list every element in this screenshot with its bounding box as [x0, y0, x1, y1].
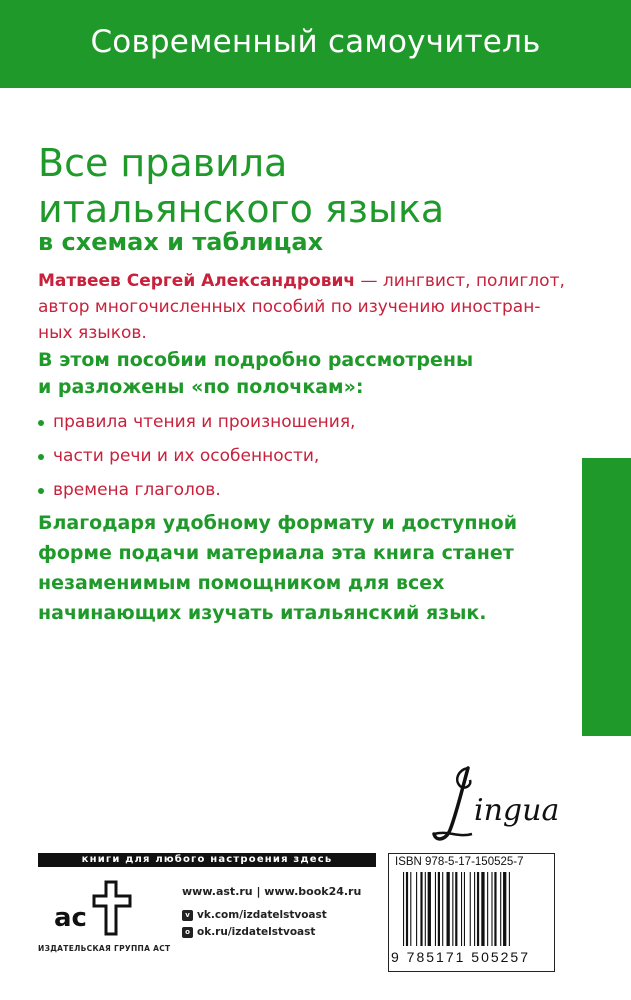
- list-item: времена глаголов.: [38, 473, 355, 507]
- ok-icon: o: [182, 927, 193, 938]
- lingua-logo: [428, 760, 578, 850]
- closing-line-3: незаменимым помощником для всех: [38, 572, 445, 594]
- list-item: части речи и их особенности,: [38, 439, 355, 473]
- ast-logo: [50, 878, 150, 938]
- publisher-caption: ИЗДАТЕЛЬСКАЯ ГРУППА АСТ: [38, 944, 171, 953]
- side-color-tab: [582, 458, 631, 736]
- bullet-dot-icon: [38, 420, 44, 426]
- author-bio: [38, 268, 578, 346]
- vk-icon: v: [182, 910, 193, 921]
- vk-link[interactable]: v vk.com/izdatelstvoast: [182, 909, 327, 921]
- barcode-digits: 9 785171 505257: [391, 949, 530, 965]
- slogan-strip: книги для любого настроения здесь: [38, 853, 376, 867]
- ok-link[interactable]: o ok.ru/izdatelstvoast: [182, 926, 315, 938]
- isbn-label: ISBN 978-5-17-150525-7: [395, 856, 524, 868]
- book-title: [38, 140, 444, 232]
- topic-list: [38, 405, 355, 507]
- closing-text: [38, 508, 578, 628]
- bullet-dot-icon: [38, 454, 44, 460]
- closing-line-1: Благодаря удобному формату и доступной: [38, 512, 518, 534]
- intro-text: [38, 347, 578, 401]
- isbn-barcode-box: [388, 853, 555, 972]
- author-line-1-rest: — лингвист, полиглот,: [355, 271, 565, 291]
- title-line-1: Все правила: [38, 141, 288, 185]
- series-title: Современный самоучитель: [90, 24, 541, 60]
- author-line-2: автор многочисленных пособий по изучению иностран-: [38, 297, 541, 317]
- title-line-2: итальянского языка: [38, 187, 445, 231]
- author-name: Матвеев Сергей Александрович: [38, 271, 356, 291]
- publisher-sites: www.ast.ru | www.book24.ru: [182, 885, 362, 898]
- book-subtitle: в схемах и таблицах: [38, 228, 324, 256]
- svg-text:ingua: ingua: [474, 793, 560, 828]
- series-banner: [0, 0, 631, 88]
- author-line-3: ных языков.: [38, 323, 147, 343]
- closing-line-4: начинающих изучать итальянский язык.: [38, 602, 487, 624]
- intro-line-1: В этом пособии подробно рассмотрены: [38, 349, 474, 371]
- svg-text:ас: ас: [54, 903, 87, 933]
- closing-line-2: форме подачи материала эта книга станет: [38, 542, 514, 564]
- intro-line-2: и разложены «по полочкам»:: [38, 376, 364, 398]
- list-item: правила чтения и произношения,: [38, 405, 355, 439]
- barcode-icon: [403, 872, 547, 946]
- bullet-dot-icon: [38, 488, 44, 494]
